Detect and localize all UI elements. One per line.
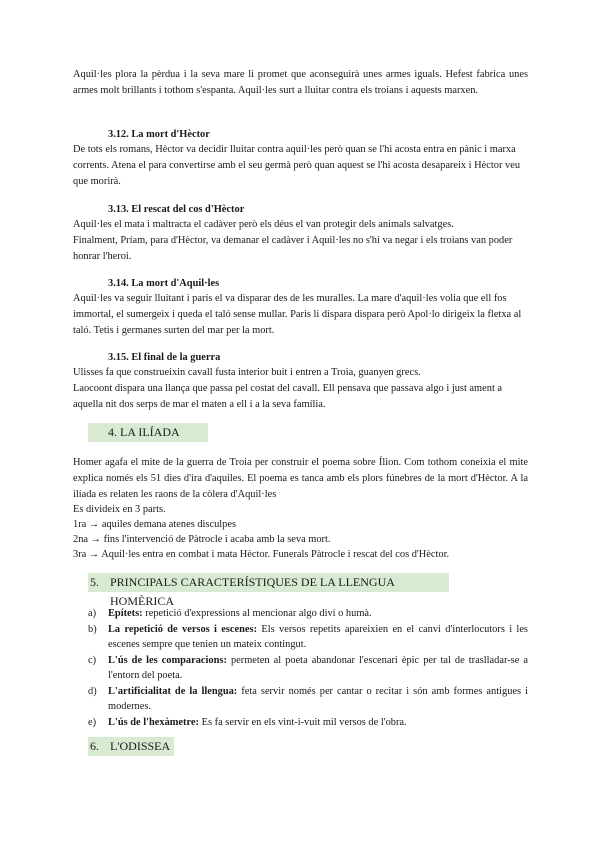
- section-paragraph: Aquil·les el mata i maltracta el cadàver però els déus el van protegir dels animals salvatges. Finalment, Príam, para d'Hèctor, va demanar el cadàver i Aquil·les no s'hi va negar i els troians van poder honrar l'heroi.: [73, 219, 513, 262]
- list-item-text: permeten al poeta abandonar l'escenari èpic per tal de traslladar-se a l'entorn del poeta.: [108, 654, 528, 681]
- list-marker: e): [88, 716, 97, 728]
- section5-title-band: [88, 573, 449, 608]
- section4-title-band: [88, 423, 208, 442]
- list-item: [88, 684, 528, 715]
- section-heading: 3.15. El final de la guerra: [108, 352, 221, 363]
- section6-number: 6.: [90, 739, 99, 753]
- section5-title: PRINCIPALS CARACTERÍSTIQUES DE LA LLENGUA HOMÈRICA: [110, 575, 395, 608]
- list-item-label: L'ús de les comparacions:: [108, 654, 227, 666]
- intro-paragraph: Aquil·les plora la pèrdua i la seva mare li promet que aconseguirà unes armes iguals. Hefest fabrica unes armes molt brillants i tothom s'espanta. Aquil·les surt a lluitar contra els troians i aquests marxen.: [73, 69, 528, 96]
- list-item: [88, 715, 528, 731]
- characteristics-list: [88, 606, 528, 730]
- list-item-text: Els versos repetits apareixien en el canvi d'interlocutors i les escenes sempre que tenien un mateix contingut.: [108, 623, 528, 650]
- section4-part-item: 3ra → Aquil·les entra en combat i mata Hèctor. Funerals Pàtrocle i rescat del cos d'Hèctor.: [73, 549, 450, 560]
- list-item-text: feta servir només per cantar o recitar i són amb formes antigues i modernes.: [108, 685, 528, 712]
- section-heading: 3.14. La mort d'Aquil·les: [108, 278, 220, 289]
- section-paragraph: De tots els romans, Hèctor va decidir lluitar contra aquil·les però quan se l'hi acosta entra en pànic i marxa corrents. Atena el para convertirse amb el seu germà però quan aquest se l'hi acosta desapareix i Hèctor veu que morirà.: [73, 144, 521, 187]
- list-item-text: repetició d'expressions al mencionar algo diví o humà.: [145, 608, 372, 619]
- list-item-label: L'ús de l'hexàmetre:: [108, 716, 200, 728]
- section4-paragraph: Homer agafa el mite de la guerra de Troia per construir el poema sobre Ílion. Com tothom coneixia el mite explica només els 51 dies d'ira d'aquiles. El poema es tanca amb els plors fúnebres de la mort d'Hèctor. A la ilíada es relaten les raons de la còlera d'Aquil·les: [73, 457, 528, 500]
- section-paragraph: Aquil·les va seguir lluitant i parís el va disparar des de les muralles. La mare d'aquil·les volia que ell fos immortal, el sumergeix i queda el taló sense mullar. Paris li dispara dispara però Apol·lo dirigeix la fletxa al taló. Tetis i germanes surten del mar per la mort.: [73, 293, 522, 336]
- list-item-label: Epítets:: [108, 608, 143, 619]
- list-marker: a): [88, 608, 97, 619]
- list-item: [88, 622, 528, 653]
- section6-title-band: [88, 737, 174, 756]
- list-marker: c): [88, 654, 97, 666]
- section4-part-item: 2na → fins l'intervenció de Pàtrocle i acaba amb la seva mort.: [73, 534, 331, 545]
- list-item-text: Es fa servir en els vint-i-vuit mil versos de l'obra.: [201, 716, 407, 728]
- section4-title: 4. LA ILÍADA: [108, 425, 180, 439]
- list-item: [88, 606, 528, 622]
- section4-part-item: 1ra → aquiles demana atenes disculpes: [73, 519, 237, 530]
- list-item: [88, 653, 528, 684]
- list-item-label: La repetició de versos i escenes:: [108, 623, 258, 635]
- list-marker: b): [88, 623, 97, 635]
- section5-number: 5.: [90, 575, 99, 589]
- section-paragraph: Ulisses fa que construeixin cavall fusta interior buit i entren a Troia, guanyen grecs. Laocoont dispara una llança que passa pel costat del cavall. Ell pensava que passava algo i just ament a aquella nit dos serps de mar el maten a ell i a la seva família.: [73, 367, 503, 410]
- list-marker: d): [88, 685, 97, 697]
- section4-parts-intro: Es divideix en 3 parts.: [73, 504, 166, 515]
- list-item-label: L'artificialitat de la llengua:: [108, 685, 238, 697]
- section-heading: 3.13. El rescat del cos d'Hèctor: [108, 204, 245, 215]
- section6-title: L'ODISSEA: [110, 739, 171, 753]
- section-heading: 3.12. La mort d'Hèctor: [108, 129, 210, 140]
